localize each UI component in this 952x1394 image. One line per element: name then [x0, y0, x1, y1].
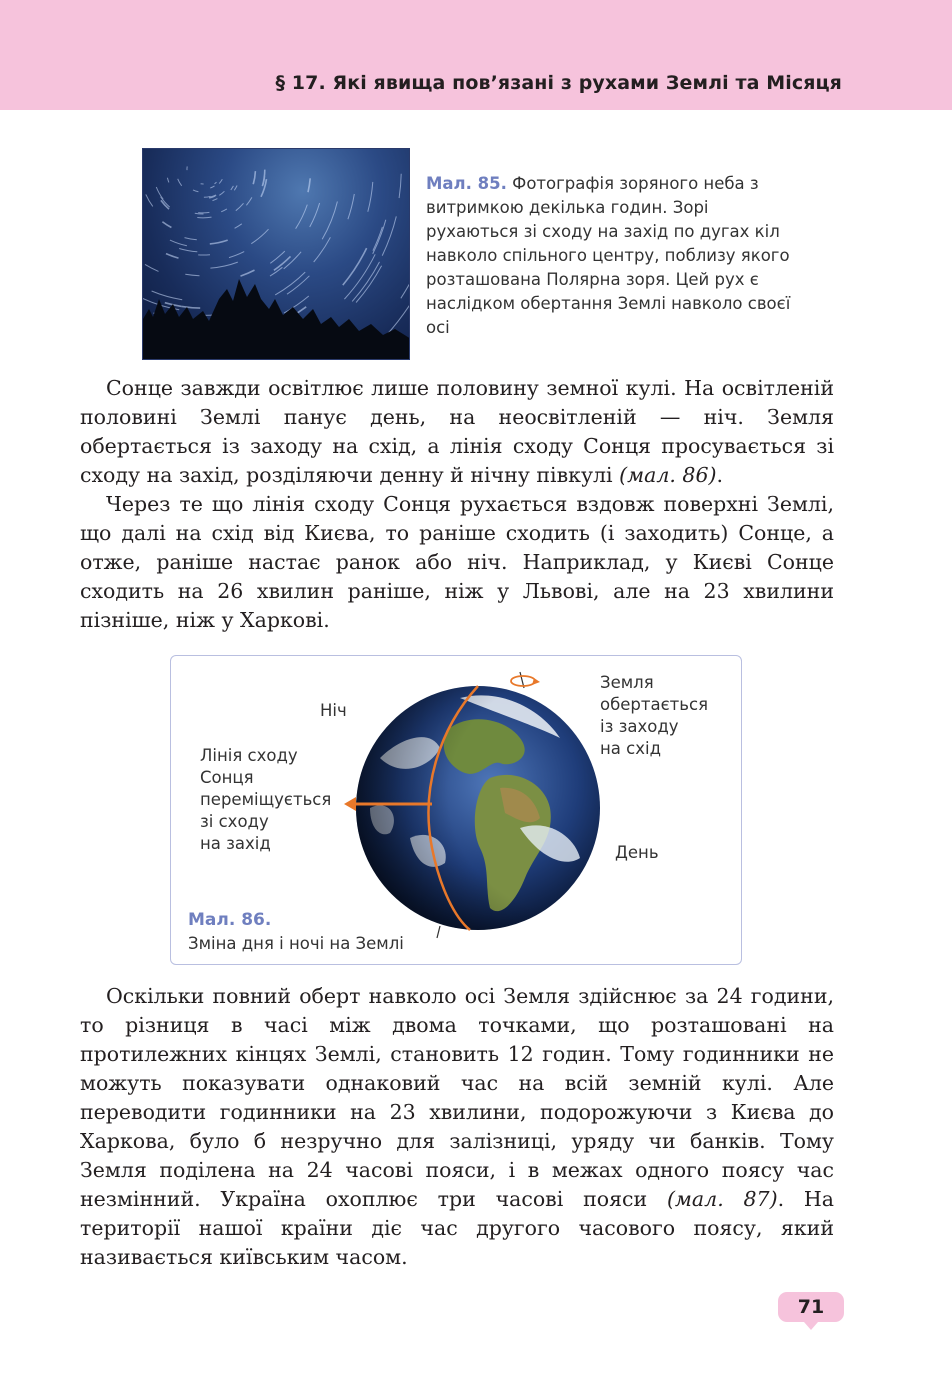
star-trail — [234, 186, 237, 191]
star-trail — [152, 291, 183, 300]
star-trail — [373, 227, 383, 251]
star-trail — [166, 254, 179, 259]
star-trail — [145, 264, 159, 271]
star-trail — [253, 171, 255, 184]
star-trail — [146, 194, 153, 206]
star-trail — [308, 178, 310, 192]
label-sunrise-line-2: Сонця — [200, 768, 254, 787]
figure-ref-86: (мал. 86) — [619, 463, 717, 487]
star-trail — [219, 191, 224, 195]
star-trail — [246, 197, 252, 205]
star-trails-image — [143, 149, 410, 360]
label-sunrise-line-3: переміщується — [200, 790, 332, 809]
star-trail — [182, 306, 201, 308]
star-trail — [401, 267, 410, 298]
paragraph-1-text: Сонце завжди освітлює лише половину земної кулі. На освітленій половині Землі панує день, на неосвітленій — ніч. Земля обертається із заходу на схід, а лінія сходу Сонця просувається зі сходу на захід, розділяючи денну й нічну півкулі — [80, 376, 834, 487]
star-trail — [193, 190, 198, 192]
label-rotation-1: Земля — [600, 673, 654, 692]
label-sunrise-line-4: зі сходу — [200, 812, 269, 831]
star-trail — [262, 170, 264, 187]
figure85-label: Мал. 85. — [426, 174, 507, 193]
label-rotation-2: обертається — [600, 695, 709, 714]
star-trail — [210, 262, 237, 268]
star-trails-photo — [142, 148, 410, 360]
star-trail — [185, 274, 199, 275]
star-trail — [343, 248, 367, 285]
label-rotation — [600, 672, 708, 760]
label-sunrise-line — [200, 745, 331, 855]
star-trail — [210, 240, 228, 244]
star-trail — [167, 178, 169, 183]
paragraph-3-end: . На території нашої країни діє час другого часового поясу, який називається київським часом. — [80, 1187, 834, 1269]
paragraph-3 — [80, 982, 834, 1272]
star-trail — [314, 237, 331, 262]
star-trail — [368, 182, 373, 212]
star-trail — [162, 222, 171, 228]
star-trail — [382, 216, 396, 255]
figure86-caption: Зміна дня і ночі на Землі — [188, 934, 404, 953]
star-trail — [284, 296, 309, 313]
star-trail — [251, 229, 268, 244]
star-trail — [229, 252, 244, 258]
star-trail — [270, 251, 285, 263]
star-trail — [215, 182, 217, 184]
label-rotation-4: на схід — [600, 739, 661, 758]
star-trail — [219, 179, 222, 183]
figure-ref-87: (мал. 87) — [666, 1187, 778, 1211]
star-trail — [197, 217, 211, 218]
earth-globe-illustration — [340, 668, 630, 948]
star-trail — [296, 205, 308, 229]
paragraph-2: Через те що лінія сходу Сонця рухається вздовж поверхні Землі, що далі на схід від Києва, то раніше сходить (і заходить) Сонце, а отже, раніше настає ранок або ніч. Наприклад, у Києві Сонце сходить на 26 хвилин раніше, ніж у Львові, але на 23 хвилини пізніше, ніж у Харкові. — [80, 492, 834, 632]
label-day: День — [615, 843, 659, 862]
star-trail — [236, 203, 244, 210]
star-trail — [213, 199, 218, 201]
page-number: 71 — [778, 1292, 844, 1322]
star-trail — [356, 266, 382, 303]
star-trail — [178, 179, 182, 186]
star-trail — [156, 187, 163, 199]
star-trail — [170, 240, 187, 246]
star-trail — [399, 174, 401, 198]
label-night: Ніч — [320, 701, 347, 720]
star-trail — [235, 224, 242, 229]
label-sunrise-line-1: Лінія сходу — [200, 746, 298, 765]
star-trail — [179, 249, 197, 252]
star-trail — [241, 270, 255, 276]
section-title: § 17. Які явища пов’язані з рухами Землі та Місяця — [275, 72, 842, 94]
paragraph-1-end: . — [716, 463, 724, 487]
label-sunrise-line-5: на захід — [200, 834, 271, 853]
paragraph-3-text: Оскільки повний оберт навколо осі Земля здійснює за 24 години, то різниця в часі між двома точками, що розташовані на протилежних кінцях Землі, становить 12 годин. Тому годинники не можуть показувати однаковий час на всій земній кулі. Але переводити годинники на 23 хвилини, подорожуючи з Києва до Харкова, було б незручно для залізниці, уряду чи банків. Тому Земля поділена на 24 часові пояси, і в межах одного поясу час незмінний. Україна охоплює три часові пояси — [80, 984, 834, 1211]
figure85-text: Фотографія зоряного неба з витримкою декілька годин. Зорі рухаються зі сходу на захід по дугах кіл навколо спільного центру, поблизу якого розташована Полярна зоря. Цей рух є наслідком обертання Землі навколо своєї осі — [426, 174, 791, 337]
star-trail — [310, 203, 320, 227]
star-trail — [185, 238, 197, 240]
star-trail — [348, 194, 354, 219]
star-trail — [322, 202, 337, 240]
figure86-label: Мал. 86. — [188, 910, 272, 930]
page-header — [0, 0, 952, 110]
star-trail — [210, 186, 214, 188]
star-trail — [221, 209, 227, 212]
star-trail — [211, 195, 216, 197]
figure85-caption — [426, 172, 806, 340]
star-trail — [231, 186, 234, 190]
label-rotation-3: із заходу — [600, 717, 679, 736]
paragraph-1 — [80, 374, 834, 635]
